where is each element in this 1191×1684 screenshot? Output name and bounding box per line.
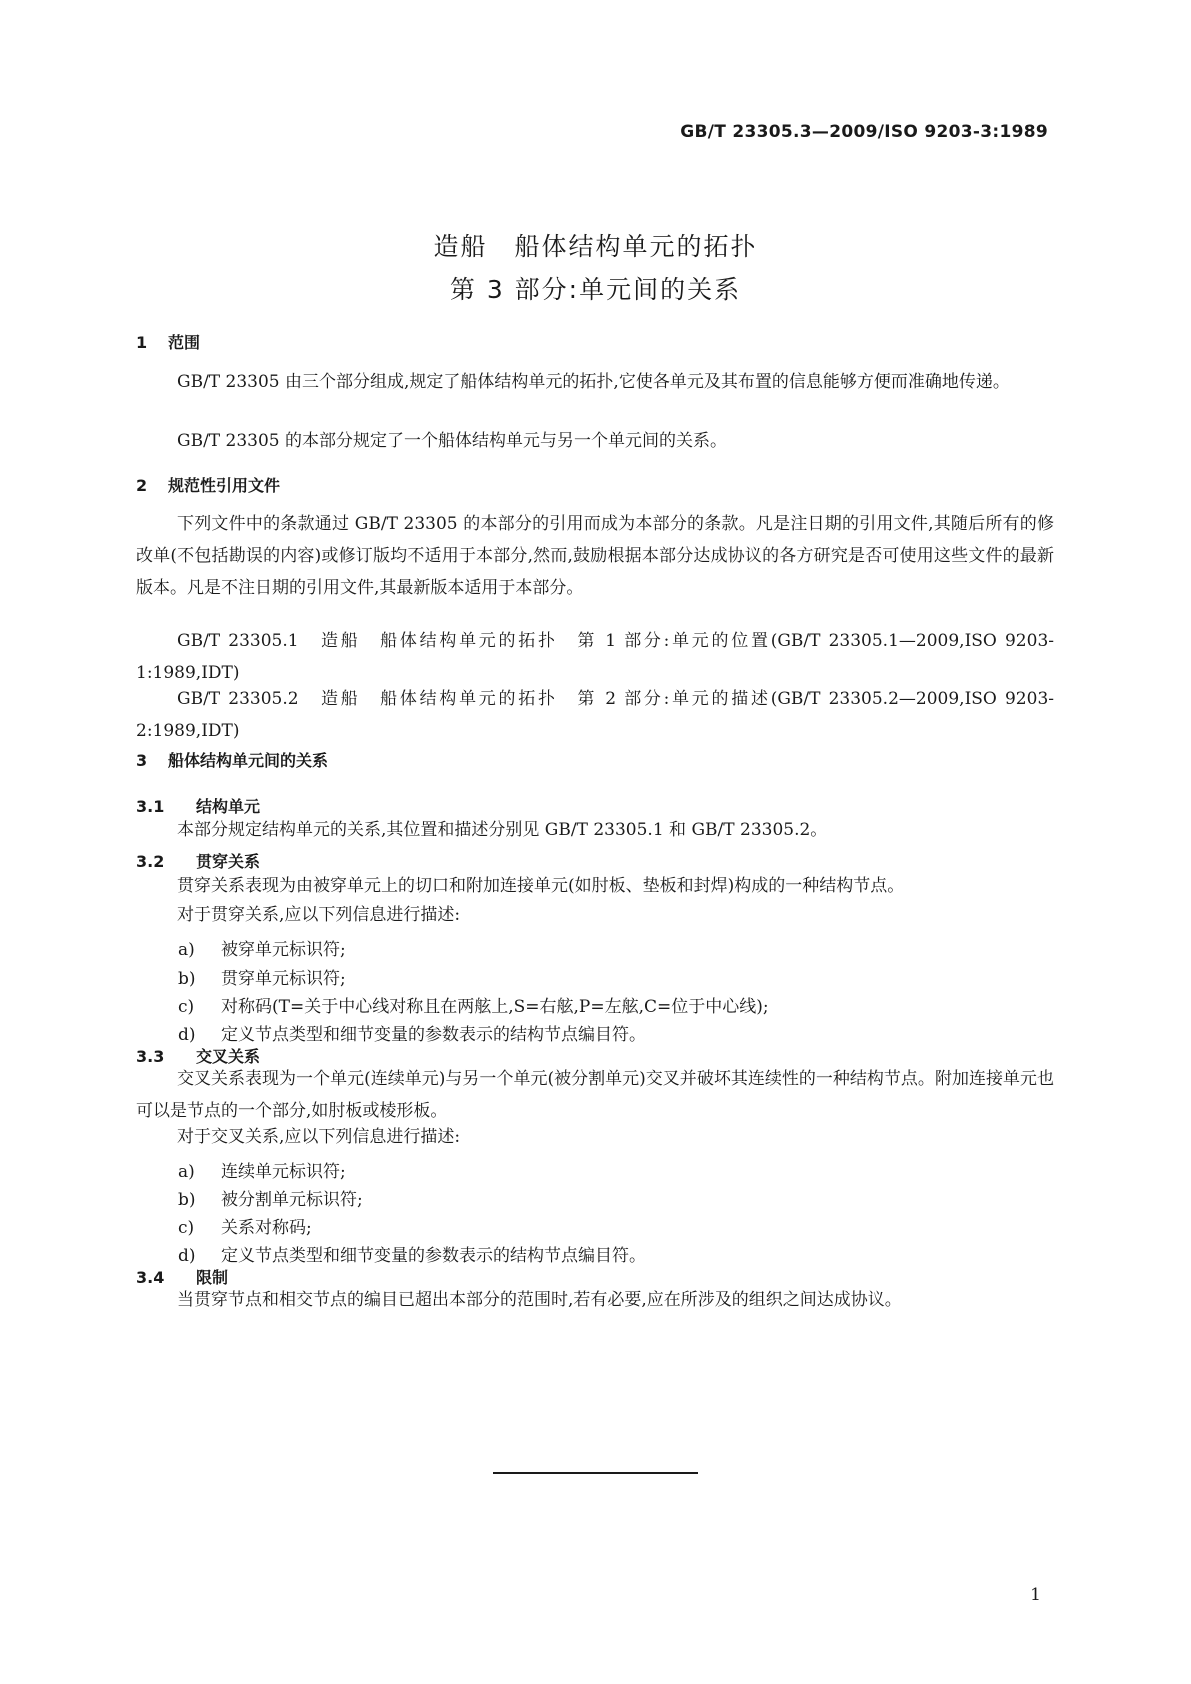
- list-item: [178, 1241, 646, 1266]
- page-number: 1: [1030, 1585, 1041, 1605]
- list-item: [178, 1020, 646, 1045]
- list-item: [178, 1185, 363, 1210]
- list-text: 被分割单元标识符;: [221, 1190, 363, 1210]
- list-item: [178, 1157, 346, 1182]
- section-3-2-paragraph-1: 贯穿关系表现为由被穿单元上的切口和附加连接单元(如肘板、垫板和封焊)构成的一种结构节点。: [177, 876, 905, 896]
- section-title: 规范性引用文件: [168, 476, 281, 495]
- list-marker: b): [178, 1190, 196, 1210]
- section-title: 结构单元: [196, 797, 261, 816]
- list-marker: d): [178, 1025, 196, 1045]
- end-rule: [493, 1472, 698, 1474]
- section-3-2-heading: [136, 849, 260, 872]
- section-3-4-paragraph: 当贯穿节点和相交节点的编目已超出本部分的范围时,若有必要,应在所涉及的组织之间达成协议。: [177, 1290, 902, 1310]
- section-number: 1: [136, 333, 148, 352]
- section-3-heading: [136, 748, 328, 771]
- section-number: 3.2: [136, 852, 165, 871]
- list-item: [178, 1213, 312, 1238]
- section-title: 限制: [196, 1268, 229, 1287]
- section-2-paragraph-1: 下列文件中的条款通过 GB/T 23305 的本部分的引用而成为本部分的条款。凡是注日期的引用文件,其随后所有的修改单(不包括勘误的内容)或修订版均不适用于本部分,然而,鼓励根据本部分达成协议的各方研究是否可使用这些文件的最新版本。凡是不注日期的引用文件,其最新版本适用于本部分。: [136, 514, 1054, 598]
- section-3-1-paragraph: 本部分规定结构单元的关系,其位置和描述分别见 GB/T 23305.1 和 GB/T 23305.2。: [177, 820, 828, 840]
- document-title-line1: 造船 船体结构单元的拓扑: [433, 232, 758, 261]
- section-number: 2: [136, 476, 148, 495]
- list-text: 连续单元标识符;: [221, 1162, 346, 1182]
- document-code: GB/T 23305.3—2009/ISO 9203-3:1989: [680, 122, 1048, 142]
- section-number: 3.4: [136, 1268, 165, 1287]
- list-marker: b): [178, 969, 196, 989]
- section-title: 船体结构单元间的关系: [168, 751, 329, 770]
- list-text: 对称码(T=关于中心线对称且在两舷上,S=右舷,P=左舷,C=位于中心线);: [221, 997, 769, 1017]
- section-title: 交叉关系: [196, 1047, 261, 1066]
- list-text: 被穿单元标识符;: [221, 940, 346, 960]
- section-1-heading: [136, 330, 200, 353]
- list-text: 关系对称码;: [221, 1218, 312, 1238]
- section-1-paragraph-1: GB/T 23305 由三个部分组成,规定了船体结构单元的拓扑,它使各单元及其布置的信息能够方便而准确地传递。: [177, 372, 1010, 392]
- section-number: 3.1: [136, 797, 165, 816]
- section-title: 贯穿关系: [196, 852, 261, 871]
- list-marker: c): [178, 1218, 195, 1238]
- normative-reference-2: GB/T 23305.2 造船 船体结构单元的拓扑 第 2 部分:单元的描述(GB/T 23305.2—2009,ISO 9203-2:1989,IDT): [136, 689, 1054, 741]
- list-marker: a): [178, 1162, 195, 1182]
- section-3-2-paragraph-2: 对于贯穿关系,应以下列信息进行描述:: [177, 905, 461, 925]
- section-number: 3.3: [136, 1047, 165, 1066]
- section-number: 3: [136, 751, 148, 770]
- list-text: 定义节点类型和细节变量的参数表示的结构节点编目符。: [221, 1025, 646, 1045]
- normative-reference-1: GB/T 23305.1 造船 船体结构单元的拓扑 第 1 部分:单元的位置(GB/T 23305.1—2009,ISO 9203-1:1989,IDT): [136, 631, 1054, 683]
- document-title-line2: 第 3 部分:单元间的关系: [449, 275, 742, 304]
- section-3-3-paragraph-2: 对于交叉关系,应以下列信息进行描述:: [177, 1127, 461, 1147]
- section-title: 范围: [168, 333, 201, 352]
- list-item: [178, 964, 346, 989]
- list-item: [178, 935, 346, 960]
- section-2-heading: [136, 473, 280, 496]
- list-marker: a): [178, 940, 195, 960]
- section-1-paragraph-2: GB/T 23305 的本部分规定了一个船体结构单元与另一个单元间的关系。: [177, 431, 728, 451]
- list-text: 贯穿单元标识符;: [221, 969, 346, 989]
- section-3-3-paragraph-1: 交叉关系表现为一个单元(连续单元)与另一个单元(被分割单元)交叉并破坏其连续性的一种结构节点。附加连接单元也可以是节点的一个部分,如肘板或棱形板。: [136, 1069, 1054, 1121]
- list-text: 定义节点类型和细节变量的参数表示的结构节点编目符。: [221, 1246, 646, 1266]
- list-item: [178, 992, 769, 1017]
- list-marker: d): [178, 1246, 196, 1266]
- list-marker: c): [178, 997, 195, 1017]
